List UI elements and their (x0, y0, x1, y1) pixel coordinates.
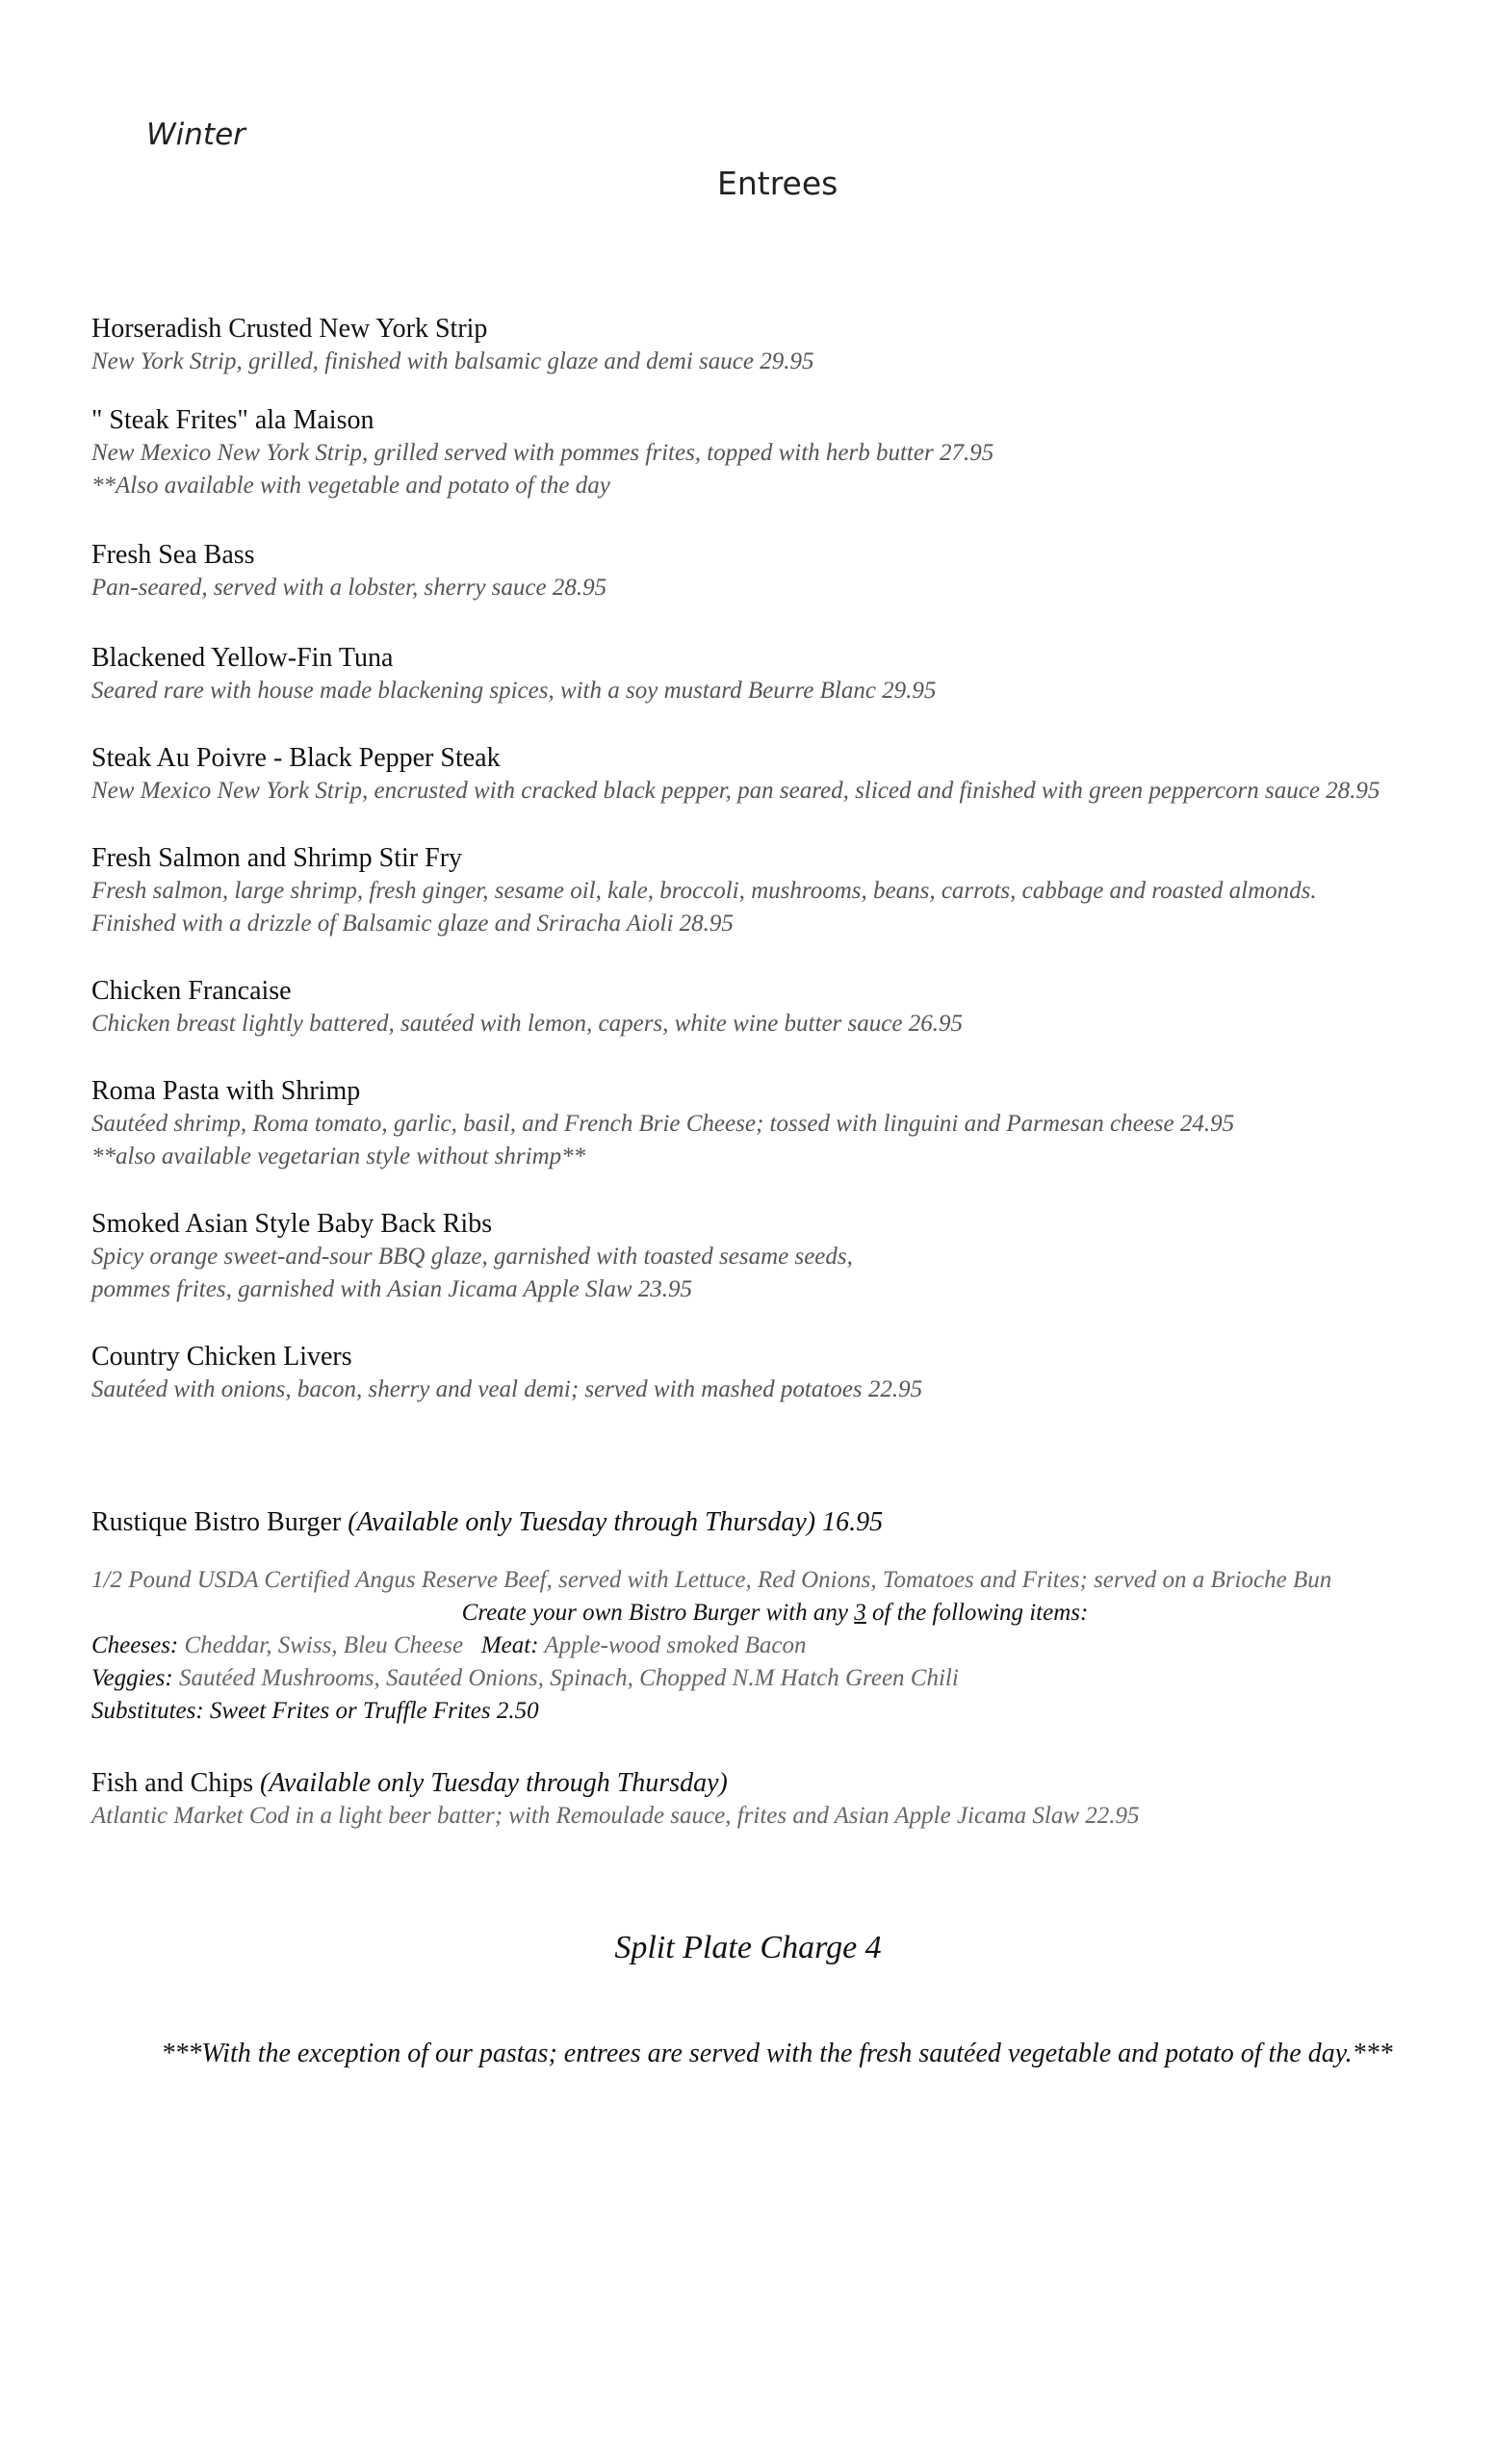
season-label: Winter (146, 117, 245, 152)
item-name: Roma Pasta with Shrimp (91, 1076, 361, 1106)
cheeses-label: Cheeses: (91, 1632, 179, 1658)
item-description: pommes frites, garnished with Asian Jicama Apple Slaw 23.95 (91, 1276, 693, 1302)
item-description: Seared rare with house made blackening spices, with a soy mustard Beurre Blanc 29.95 (91, 678, 937, 704)
item-description: Atlantic Market Cod in a light beer batter; with Remoulade sauce, frites and Asian Apple Jicama Slaw 22.95 (91, 1803, 1140, 1829)
menu-item (91, 975, 1458, 1040)
item-name (91, 1506, 1458, 1539)
menu-item (91, 404, 1458, 502)
split-plate-charge: Split Plate Charge 4 (614, 1930, 882, 1965)
meat-label: Meat: (480, 1632, 539, 1658)
burger-availability: (Available only Tuesday through Thursday) (348, 1507, 816, 1537)
item-description: Chicken breast lightly battered, sautéed with lemon, capers, white wine butter sauce 26.95 (91, 1011, 963, 1037)
item-description: Sautéed with onions, bacon, sherry and veal demi; served with mashed potatoes 22.95 (91, 1376, 923, 1402)
burger-details (91, 1564, 1458, 1728)
item-description: Spicy orange sweet-and-sour BBQ glaze, garnished with toasted sesame seeds, (91, 1244, 853, 1270)
substitutes-line: Substitutes: Sweet Frites or Truffle Frites 2.50 (91, 1698, 539, 1724)
meat-options: Apple-wood smoked Bacon (544, 1632, 807, 1658)
cheeses-options: Cheddar, Swiss, Bleu Cheese (184, 1632, 464, 1658)
item-name: Fresh Salmon and Shrimp Stir Fry (91, 843, 463, 873)
item-description: Fresh salmon, large shrimp, fresh ginger, sesame oil, kale, broccoli, mushrooms, beans, carrots, cabbage and roasted almonds. (91, 878, 1317, 904)
veggies-options: Sautéed Mushrooms, Sautéed Onions, Spinach, Chopped N.M Hatch Green Chili (178, 1665, 959, 1691)
item-description: Finished with a drizzle of Balsamic glaze and Sriracha Aioli 28.95 (91, 911, 734, 937)
menu-item (91, 1208, 1458, 1306)
create-count: 3 (854, 1600, 866, 1626)
item-name: Country Chicken Livers (91, 1342, 352, 1372)
item-description: Pan-seared, served with a lobster, sherry sauce 28.95 (91, 575, 607, 601)
menu-item (91, 742, 1458, 808)
fish-chips-availability: (Available only Tuesday through Thursday) (260, 1768, 728, 1798)
footnote: ***With the exception of our pastas; entrees are served with the fresh sautéed vegetable and potato of the day.*** (161, 2039, 1393, 2068)
item-name: Horseradish Crusted New York Strip (91, 314, 488, 344)
veggies-line (91, 1662, 1458, 1695)
burger-name: Rustique Bistro Burger (91, 1507, 342, 1537)
item-name: Steak Au Poivre - Black Pepper Steak (91, 743, 501, 773)
veggies-label: Veggies: (91, 1665, 173, 1691)
create-suffix: of the following items: (872, 1600, 1089, 1626)
item-name: " Steak Frites" ala Maison (91, 405, 374, 435)
item-description: New Mexico New York Strip, encrusted with cracked black pepper, pan seared, sliced and finished with green peppercorn sauce 28.95 (91, 778, 1380, 804)
item-note: **also available vegetarian style without shrimp** (91, 1143, 586, 1169)
menu-item (91, 1341, 1458, 1406)
item-description: New Mexico New York Strip, grilled served with pommes frites, topped with herb butter 27.95 (91, 440, 994, 466)
item-name: Chicken Francaise (91, 976, 292, 1006)
page-title: Entrees (717, 165, 838, 202)
burger-price: 16.95 (822, 1507, 884, 1537)
item-name: Blackened Yellow-Fin Tuna (91, 643, 394, 673)
item-name (91, 1767, 1458, 1800)
cheeses-line (91, 1630, 1458, 1662)
menu-item (91, 842, 1458, 940)
menu-item (91, 642, 1458, 707)
item-note: **Also available with vegetable and potato of the day (91, 473, 610, 499)
item-name: Smoked Asian Style Baby Back Ribs (91, 1209, 493, 1239)
menu-item (91, 1767, 1458, 1833)
menu-item (91, 1075, 1458, 1173)
menu-item (91, 539, 1458, 604)
item-description: Sautéed shrimp, Roma tomato, garlic, basil, and French Brie Cheese; tossed with linguini and Parmesan cheese 24.95 (91, 1111, 1235, 1137)
item-name: Fresh Sea Bass (91, 540, 255, 570)
fish-chips-name: Fish and Chips (91, 1768, 254, 1798)
menu-item (91, 313, 1458, 378)
create-prefix: Create your own Bistro Burger with any (461, 1600, 849, 1626)
burger-description: 1/2 Pound USDA Certified Angus Reserve Beef, served with Lettuce, Red Onions, Tomatoes and Frites; served on a Brioche Bun (91, 1567, 1332, 1593)
burger-create-line (91, 1597, 1458, 1630)
item-description: New York Strip, grilled, finished with balsamic glaze and demi sauce 29.95 (91, 348, 814, 374)
burger-item (91, 1506, 1458, 1539)
